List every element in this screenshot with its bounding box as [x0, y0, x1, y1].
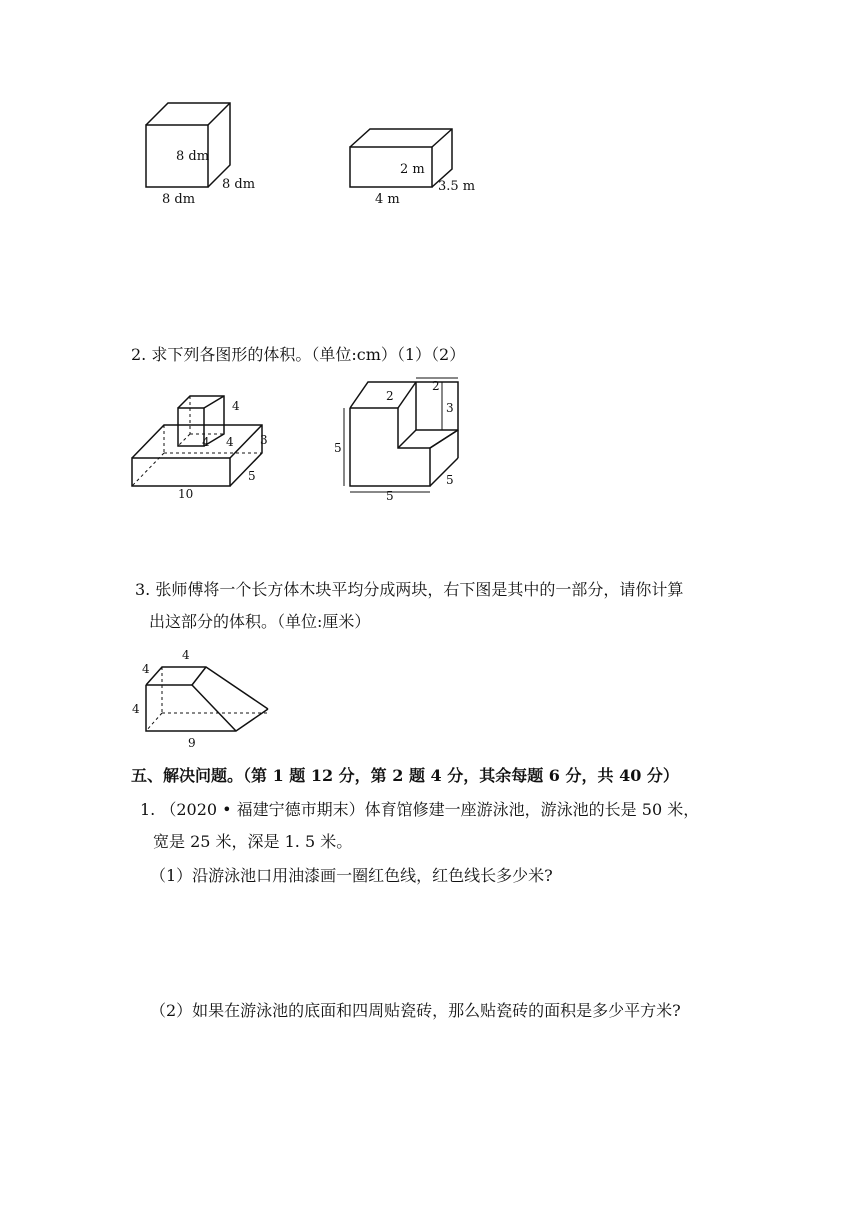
section5-q1-sub2: （2）如果在游泳池的底面和四周贴瓷砖，那么贴瓷砖的面积是多少平方米? [150, 1001, 681, 1020]
q2-fig1-base-length: 10 [178, 487, 194, 501]
cube-figure [146, 103, 230, 187]
q2-fig1-base-depth: 5 [248, 469, 256, 483]
q2-figures [128, 372, 473, 502]
q3-height: 4 [132, 702, 140, 716]
q3-line2: 出这部分的体积。（单位:厘米） [149, 612, 371, 631]
q2-fig2-height: 5 [334, 441, 342, 455]
cube-width-label: 8 dm [162, 192, 196, 207]
q2-fig2-depth: 5 [446, 473, 454, 487]
q2-fig2-length: 5 [386, 489, 394, 502]
cuboid-figure [350, 129, 452, 187]
cuboid-length-label: 4 m [375, 192, 400, 207]
q2-fig2-notch-depth: 2 [386, 389, 394, 403]
q3-top-left: 4 [142, 662, 150, 676]
section5-q1-sub1: （1）沿游泳池口用油漆画一圈红色线，红色线长多少米? [150, 866, 553, 885]
q2-fig1-small-depth: 4 [226, 435, 234, 449]
q2-fig1-base-height: 3 [260, 433, 268, 447]
section5-q1-line2: 宽是 25 米，深是 1. 5 米。 [153, 832, 353, 851]
q3-bottom: 9 [188, 736, 196, 750]
q3-top-length: 4 [182, 648, 190, 662]
cuboid-height-label: 2 m [400, 162, 425, 177]
q2-prompt: 2. 求下列各图形的体积。（单位:cm）（1）（2） [131, 345, 466, 364]
q2-fig1-small-width: 4 [202, 435, 210, 449]
q2-fig2-notch-height: 3 [446, 401, 454, 415]
cuboid-depth-label: 3.5 m [438, 179, 476, 194]
section5-q1-line1: 1. （2020 • 福建宁德市期末）体育馆修建一座游泳池，游泳池的长是 50 米， [140, 800, 700, 819]
q2-fig1-small-height: 4 [232, 399, 240, 413]
q2-fig1 [132, 396, 262, 486]
q3-figure [128, 645, 288, 755]
q3-line1: 3. 张师傅将一个长方体木块平均分成两块，右下图是其中的一部分，请你计算 [135, 580, 684, 599]
q2-fig2-notch-width: 2 [432, 379, 440, 393]
cube-depth-label: 8 dm [222, 177, 256, 192]
cube-height-label: 8 dm [176, 149, 210, 164]
section5-title: 五、解决问题。（第 1 题 12 分，第 2 题 4 分，其余每题 6 分，共 40 分） [131, 766, 679, 785]
top-figures [130, 95, 490, 215]
